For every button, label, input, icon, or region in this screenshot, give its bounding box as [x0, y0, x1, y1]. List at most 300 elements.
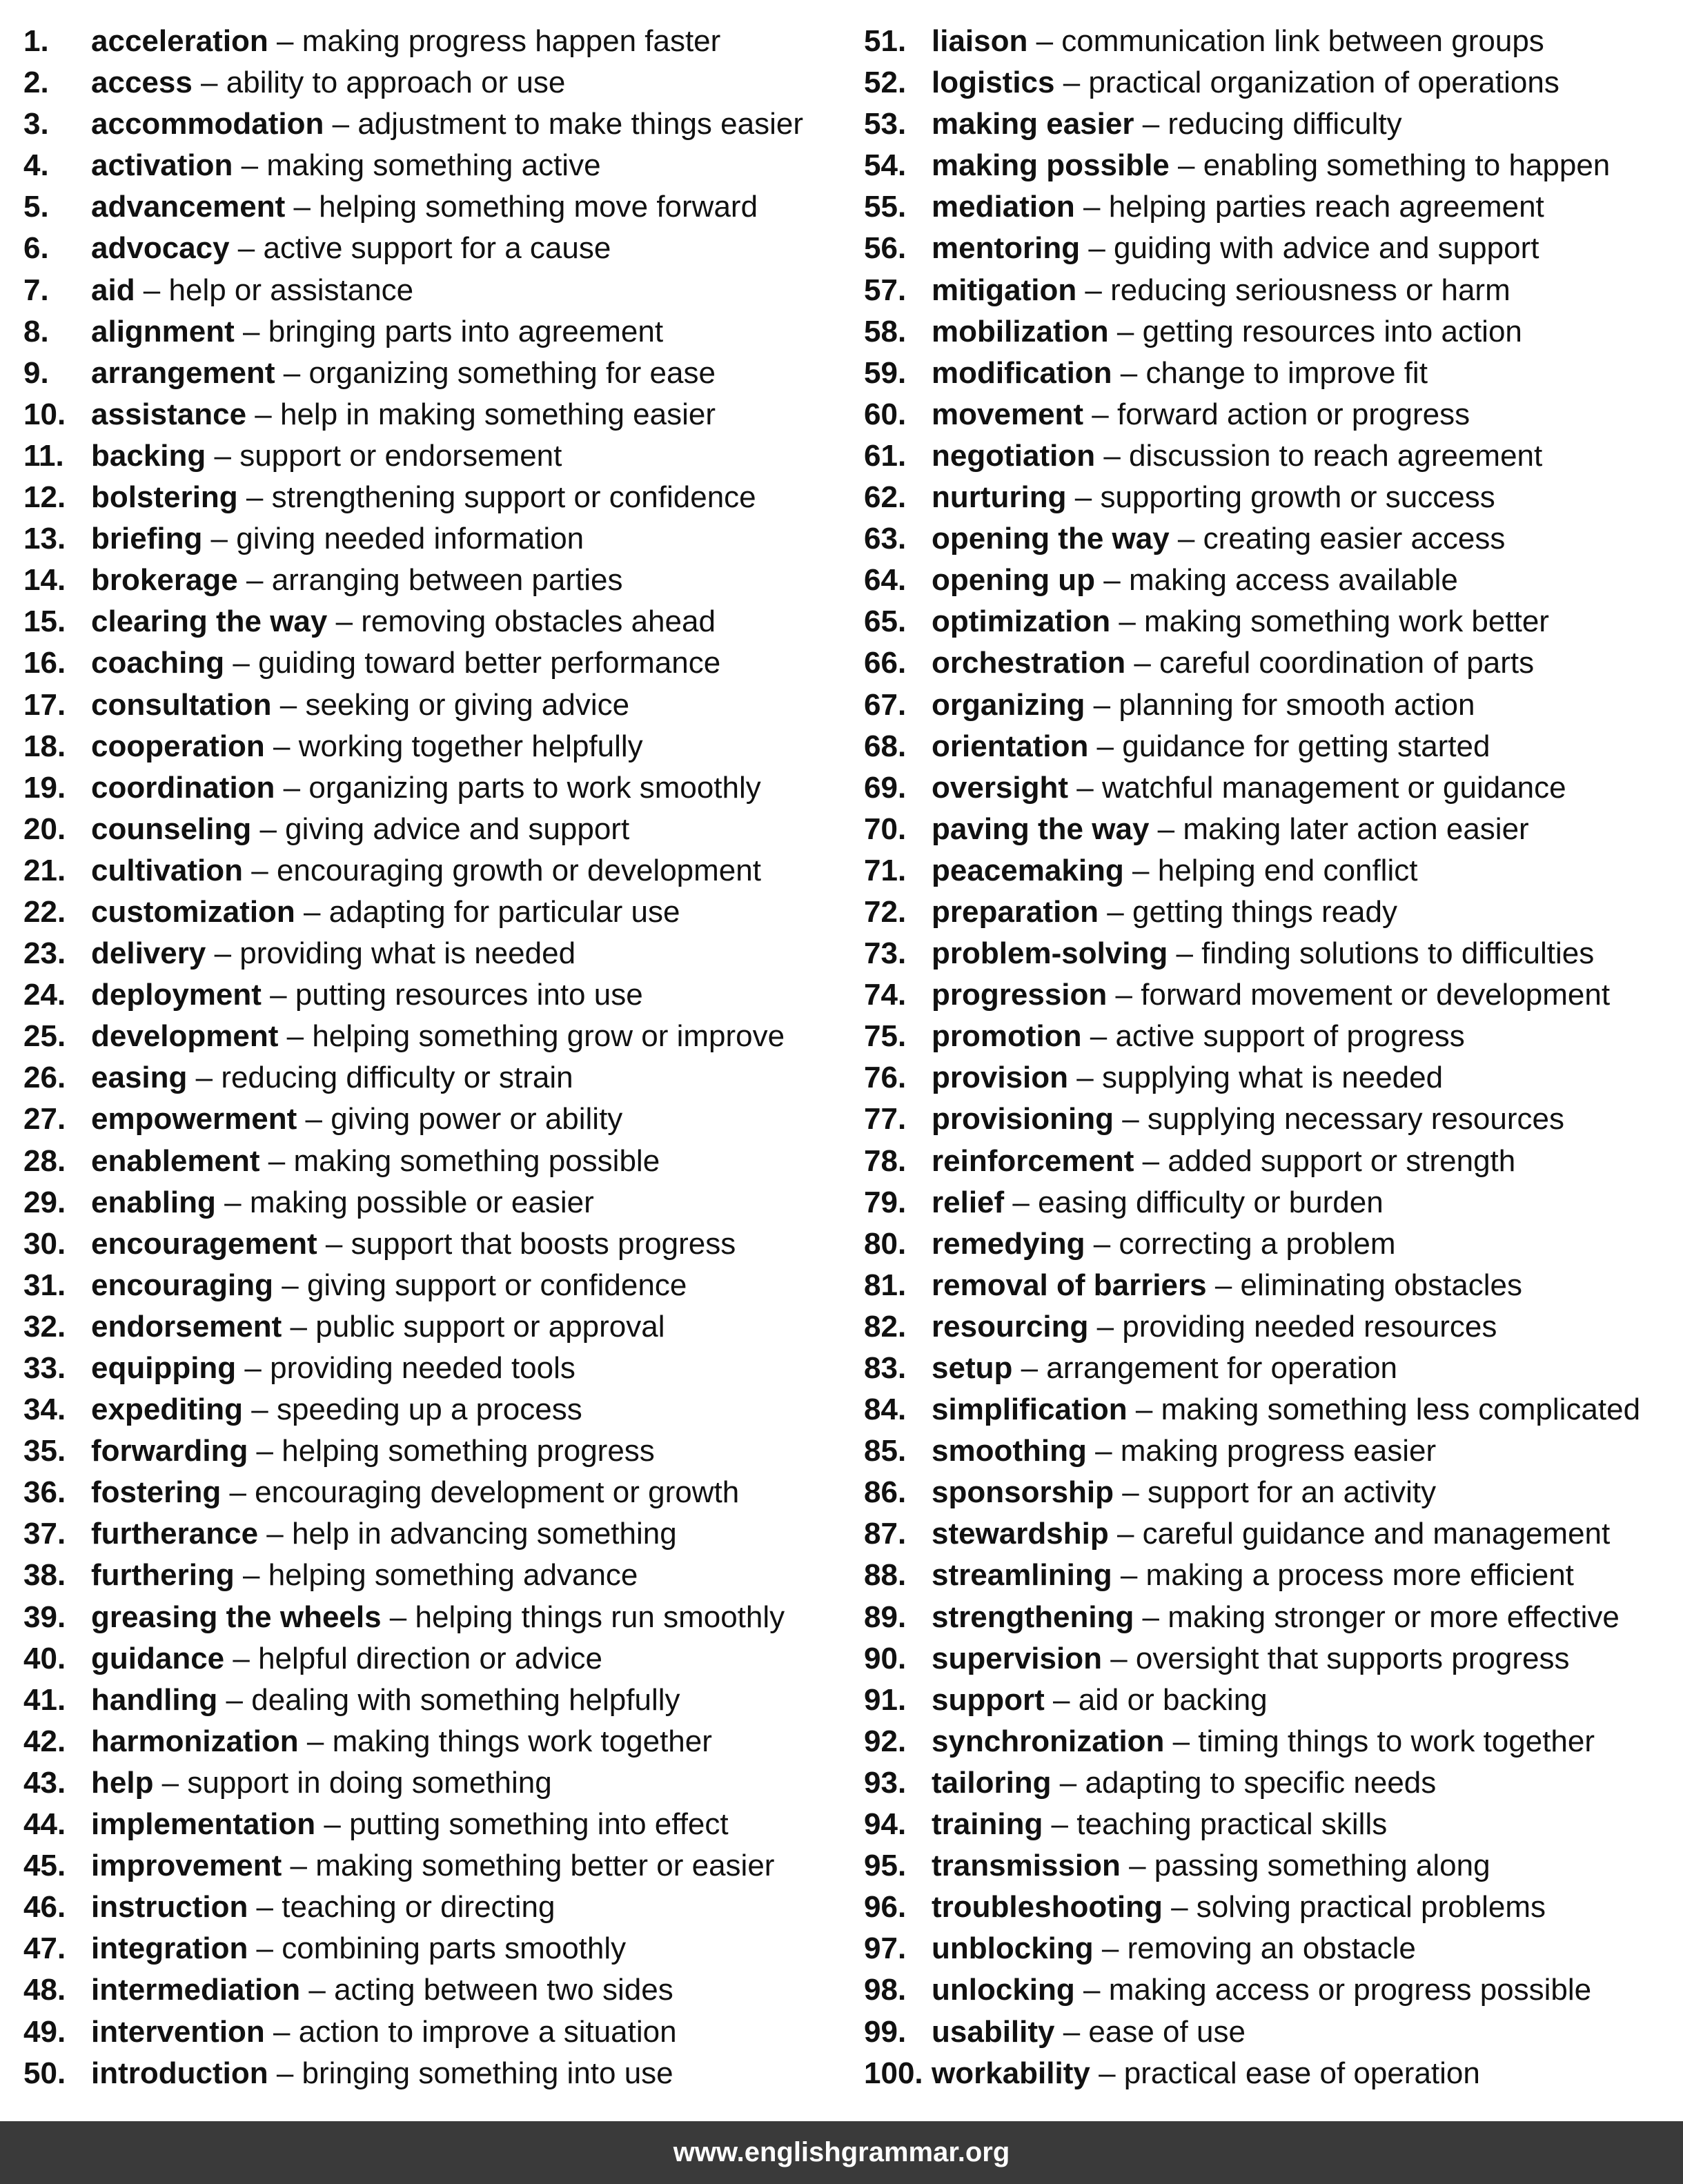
item-number: 21.	[23, 853, 66, 887]
item-definition: adjustment to make things easier	[357, 107, 803, 141]
item-separator: –	[1051, 1765, 1085, 1800]
item-separator: –	[1068, 770, 1102, 805]
item-number: 95.	[864, 1849, 907, 1883]
item-separator: –	[1093, 1931, 1128, 1966]
item-separator: –	[248, 1434, 282, 1468]
item-definition: making access available	[1128, 563, 1458, 598]
item-number: 92.	[864, 1724, 907, 1758]
right-column	[864, 21, 1678, 2094]
item-definition: making something better or easier	[315, 1849, 775, 1883]
list-item	[864, 62, 1678, 104]
item-term: brokerage	[91, 563, 238, 598]
item-term: provisioning	[932, 1102, 1114, 1137]
item-separator: –	[248, 1931, 282, 1966]
list-item	[23, 477, 838, 518]
item-separator: –	[1123, 853, 1158, 887]
item-number: 2.	[23, 66, 49, 100]
item-number: 79.	[864, 1185, 907, 1219]
item-separator: –	[224, 1641, 259, 1675]
item-term: activation	[91, 148, 233, 183]
list-item	[864, 1762, 1678, 1804]
item-definition: making something possible	[293, 1143, 660, 1178]
item-separator: –	[237, 480, 272, 515]
list-item	[864, 726, 1678, 767]
item-separator: –	[264, 2014, 299, 2049]
item-number: 65.	[864, 604, 907, 639]
list-item	[23, 435, 838, 477]
list-item	[23, 1845, 838, 1887]
item-definition: organizing parts to work smoothly	[308, 770, 761, 805]
item-separator: –	[275, 355, 309, 390]
item-number: 46.	[23, 1890, 66, 1925]
item-separator: –	[261, 978, 295, 1012]
list-item	[23, 62, 838, 104]
item-separator: –	[1068, 1061, 1102, 1095]
item-term: implementation	[91, 1807, 316, 1842]
item-definition: support in doing something	[187, 1765, 552, 1800]
item-number: 56.	[864, 231, 907, 266]
item-separator: –	[1120, 1849, 1154, 1883]
item-number: 84.	[864, 1393, 907, 1427]
item-term: harmonization	[91, 1724, 299, 1758]
item-separator: –	[1088, 1309, 1123, 1344]
item-term: advocacy	[91, 231, 230, 266]
list-item	[864, 1016, 1678, 1057]
item-term: synchronization	[932, 1724, 1165, 1758]
item-definition: making something work better	[1144, 604, 1549, 639]
list-item	[864, 1555, 1678, 1596]
item-term: acceleration	[91, 24, 268, 58]
item-term: liaison	[932, 24, 1028, 58]
item-definition: providing needed resources	[1122, 1309, 1497, 1344]
item-separator: –	[236, 1351, 270, 1385]
list-item	[23, 2011, 838, 2053]
list-item	[23, 1969, 838, 2011]
item-number: 70.	[864, 811, 907, 846]
item-number: 43.	[23, 1765, 66, 1800]
list-item	[864, 892, 1678, 933]
item-separator: –	[264, 729, 299, 763]
list-item	[23, 1265, 838, 1306]
item-definition: teaching practical skills	[1076, 1807, 1388, 1842]
item-separator: –	[1206, 1268, 1241, 1302]
item-term: furthering	[91, 1558, 235, 1593]
item-number: 20.	[23, 811, 66, 846]
list-item	[864, 270, 1678, 311]
item-term: encouraging	[91, 1268, 274, 1302]
item-definition: ease of use	[1088, 2014, 1246, 2049]
item-definition: supplying necessary resources	[1147, 1102, 1564, 1137]
list-item	[864, 1099, 1678, 1140]
item-term: mobilization	[932, 314, 1109, 348]
list-item	[23, 1513, 838, 1555]
item-definition: help in advancing something	[292, 1517, 677, 1551]
item-term: integration	[91, 1931, 248, 1966]
item-number: 73.	[864, 936, 907, 971]
item-number: 18.	[23, 729, 66, 763]
item-number: 59.	[864, 355, 907, 390]
list-item	[864, 850, 1678, 892]
item-definition: helping parties reach agreement	[1108, 190, 1544, 224]
item-number: 51.	[864, 24, 907, 58]
item-term: reinforcement	[932, 1143, 1134, 1178]
item-number: 38.	[23, 1558, 66, 1593]
item-definition: making progress happen faster	[302, 24, 721, 58]
item-separator: –	[234, 1558, 268, 1593]
list-item	[23, 2053, 838, 2094]
item-number: 13.	[23, 522, 66, 556]
item-definition: helping something progress	[282, 1434, 655, 1468]
item-definition: combining parts smoothly	[282, 1931, 627, 1966]
item-term: promotion	[932, 1019, 1082, 1054]
list-item	[864, 1223, 1678, 1265]
item-definition: oversight that supports progress	[1135, 1641, 1570, 1675]
item-separator: –	[317, 1226, 351, 1261]
item-separator: –	[298, 1724, 333, 1758]
item-term: stewardship	[932, 1517, 1109, 1551]
list-item	[864, 1306, 1678, 1348]
list-item	[864, 394, 1678, 435]
item-term: cultivation	[91, 853, 244, 887]
item-separator: –	[248, 1890, 282, 1925]
item-number: 15.	[23, 604, 66, 639]
list-item	[23, 145, 838, 186]
item-number: 52.	[864, 66, 907, 100]
item-separator: –	[206, 936, 240, 971]
list-item	[864, 1845, 1678, 1887]
item-number: 80.	[864, 1226, 907, 1261]
item-separator: –	[233, 148, 267, 183]
list-item	[864, 477, 1678, 518]
item-definition: ability to approach or use	[226, 66, 566, 100]
item-separator: –	[295, 894, 329, 929]
item-term: organizing	[932, 687, 1085, 722]
item-separator: –	[1134, 107, 1168, 141]
list-item	[23, 767, 838, 809]
item-number: 14.	[23, 563, 66, 598]
item-separator: –	[1127, 1393, 1161, 1427]
item-definition: forward movement or development	[1141, 978, 1611, 1012]
item-separator: –	[1054, 2014, 1089, 2049]
item-term: enabling	[91, 1185, 216, 1219]
item-number: 22.	[23, 894, 66, 929]
item-definition: making stronger or more effective	[1168, 1600, 1620, 1634]
item-definition: organizing something for ease	[308, 355, 716, 390]
list-item	[23, 1016, 838, 1057]
item-separator: –	[1088, 729, 1123, 763]
item-number: 33.	[23, 1351, 66, 1385]
item-definition: action to improve a situation	[298, 2014, 677, 2049]
item-separator: –	[221, 1475, 255, 1510]
item-separator: –	[381, 1600, 415, 1634]
item-term: nurturing	[932, 480, 1067, 515]
item-term: advancement	[91, 190, 286, 224]
item-number: 7.	[23, 273, 49, 307]
list-item	[23, 974, 838, 1016]
item-term: tailoring	[932, 1765, 1052, 1800]
item-term: mentoring	[932, 231, 1081, 266]
item-separator: –	[271, 687, 306, 722]
list-item	[864, 1969, 1678, 2011]
list-item	[23, 685, 838, 726]
item-definition: giving needed information	[236, 522, 584, 556]
item-definition: help or assistance	[168, 273, 414, 307]
list-item	[23, 1928, 838, 1969]
list-item	[864, 1348, 1678, 1389]
item-term: orientation	[932, 729, 1089, 763]
list-item	[864, 642, 1678, 684]
item-number: 35.	[23, 1434, 66, 1468]
item-definition: giving support or confidence	[306, 1268, 687, 1302]
item-definition: putting resources into use	[295, 978, 643, 1012]
footer-url[interactable]: www.englishgrammar.org	[673, 2137, 1010, 2167]
item-number: 99.	[864, 2014, 907, 2049]
item-definition: passing something along	[1154, 1849, 1490, 1883]
item-term: unlocking	[932, 1973, 1075, 2007]
item-term: counseling	[91, 811, 252, 846]
list-item	[23, 1887, 838, 1928]
item-term: forwarding	[91, 1434, 248, 1468]
item-definition: helping something move forward	[319, 190, 758, 224]
list-item	[23, 518, 838, 560]
item-number: 25.	[23, 1019, 66, 1054]
item-term: opening up	[932, 563, 1096, 598]
item-definition: reducing seriousness or harm	[1110, 273, 1510, 307]
item-definition: planning for smooth action	[1119, 687, 1475, 722]
list-item	[23, 809, 838, 850]
item-term: relief	[932, 1185, 1005, 1219]
item-number: 87.	[864, 1517, 907, 1551]
item-separator: –	[1004, 1185, 1039, 1219]
item-definition: working together helpfully	[298, 729, 643, 763]
item-number: 27.	[23, 1102, 66, 1137]
item-term: help	[91, 1765, 154, 1800]
list-item	[23, 1223, 838, 1265]
item-separator: –	[243, 1393, 277, 1427]
list-item	[864, 767, 1678, 809]
item-definition: bringing parts into agreement	[268, 314, 664, 348]
item-term: deployment	[91, 978, 262, 1012]
item-definition: bringing something into use	[302, 2056, 673, 2090]
item-separator: –	[1134, 1600, 1168, 1634]
item-number: 69.	[864, 770, 907, 805]
item-definition: support or endorsement	[239, 438, 562, 473]
item-term: provision	[932, 1061, 1069, 1095]
item-term: briefing	[91, 522, 203, 556]
item-number: 5.	[23, 190, 49, 224]
item-separator: –	[206, 438, 240, 473]
item-definition: arrangement for operation	[1046, 1351, 1398, 1385]
list-item	[23, 1182, 838, 1223]
list-item	[864, 1265, 1678, 1306]
item-term: transmission	[932, 1849, 1121, 1883]
item-term: mediation	[932, 190, 1075, 224]
item-separator: –	[237, 563, 272, 598]
list-item	[23, 892, 838, 933]
item-term: backing	[91, 438, 206, 473]
item-separator: –	[273, 1268, 307, 1302]
list-item	[23, 850, 838, 892]
item-separator: –	[1107, 978, 1141, 1012]
item-definition: careful coordination of parts	[1159, 646, 1535, 680]
item-definition: finding solutions to difficulties	[1201, 936, 1595, 971]
item-separator: –	[268, 24, 302, 58]
item-definition: strengthening support or confidence	[271, 480, 756, 515]
list-item	[23, 560, 838, 601]
item-number: 71.	[864, 853, 907, 887]
item-term: support	[932, 1682, 1045, 1717]
item-separator: –	[1164, 1724, 1199, 1758]
item-definition: helping something grow or improve	[312, 1019, 785, 1054]
list-item	[864, 933, 1678, 974]
item-term: consultation	[91, 687, 272, 722]
list-item	[864, 1389, 1678, 1430]
item-term: optimization	[932, 604, 1111, 639]
item-number: 88.	[864, 1558, 907, 1593]
item-definition: helping things run smoothly	[415, 1600, 785, 1634]
item-number: 85.	[864, 1434, 907, 1468]
list-item	[23, 104, 838, 145]
item-term: progression	[932, 978, 1108, 1012]
item-number: 12.	[23, 480, 66, 515]
item-term: remedying	[932, 1226, 1085, 1261]
item-separator: –	[1108, 314, 1143, 348]
item-separator: –	[1101, 1641, 1136, 1675]
list-item	[23, 394, 838, 435]
item-term: coordination	[91, 770, 275, 805]
item-term: furtherance	[91, 1517, 259, 1551]
item-number: 74.	[864, 978, 907, 1012]
item-definition: making later action easier	[1183, 811, 1529, 846]
list-item	[23, 933, 838, 974]
item-separator: –	[243, 853, 277, 887]
item-term: bolstering	[91, 480, 238, 515]
item-number: 17.	[23, 687, 66, 722]
list-item	[23, 1762, 838, 1804]
item-number: 47.	[23, 1931, 66, 1966]
item-number: 23.	[23, 936, 66, 971]
item-definition: easing difficulty or burden	[1038, 1185, 1384, 1219]
item-separator: –	[1095, 563, 1129, 598]
item-separator: –	[1012, 1351, 1047, 1385]
item-term: resourcing	[932, 1309, 1089, 1344]
item-definition: support that boosts progress	[351, 1226, 736, 1261]
item-separator: –	[135, 273, 169, 307]
item-definition: watchful management or guidance	[1101, 770, 1566, 805]
item-separator: –	[1169, 522, 1203, 556]
item-definition: dealing with something helpfully	[251, 1682, 680, 1717]
item-number: 91.	[864, 1682, 907, 1717]
footer-bar	[0, 2121, 1683, 2184]
item-separator: –	[1125, 646, 1160, 680]
list-item	[864, 1430, 1678, 1472]
item-separator: –	[285, 190, 319, 224]
item-number: 19.	[23, 770, 66, 805]
list-item	[864, 1721, 1678, 1762]
list-item	[23, 353, 838, 394]
list-item	[23, 228, 838, 269]
item-separator: –	[187, 1061, 222, 1095]
item-term: strengthening	[932, 1600, 1134, 1634]
item-term: sponsorship	[932, 1475, 1114, 1510]
item-definition: putting something into effect	[349, 1807, 729, 1842]
item-separator: –	[268, 2056, 302, 2090]
item-separator: –	[258, 1517, 292, 1551]
item-number: 94.	[864, 1807, 907, 1842]
item-definition: discussion to reach agreement	[1129, 438, 1543, 473]
item-term: workability	[932, 2056, 1090, 2090]
list-item	[864, 560, 1678, 601]
item-separator: –	[278, 1019, 313, 1054]
item-definition: practical organization of operations	[1088, 66, 1559, 100]
item-term: logistics	[932, 66, 1055, 100]
item-number: 63.	[864, 522, 907, 556]
item-definition: adapting to specific needs	[1085, 1765, 1437, 1800]
item-definition: making progress easier	[1120, 1434, 1437, 1468]
list-item	[23, 726, 838, 767]
item-term: negotiation	[932, 438, 1096, 473]
item-number: 90.	[864, 1641, 907, 1675]
item-term: empowerment	[91, 1102, 297, 1137]
item-definition: helpful direction or advice	[258, 1641, 603, 1675]
list-item	[23, 270, 838, 311]
list-item	[864, 1182, 1678, 1223]
item-term: expediting	[91, 1393, 244, 1427]
item-term: delivery	[91, 936, 206, 971]
list-item	[23, 601, 838, 642]
item-separator: –	[234, 314, 268, 348]
item-definition: eliminating obstacles	[1240, 1268, 1522, 1302]
item-separator: –	[1074, 1973, 1109, 2007]
list-item	[23, 1099, 838, 1140]
list-item	[23, 186, 838, 228]
item-term: greasing the wheels	[91, 1600, 382, 1634]
list-item	[864, 1597, 1678, 1638]
item-number: 9.	[23, 355, 49, 390]
item-term: instruction	[91, 1890, 248, 1925]
item-definition: making access or progress possible	[1108, 1973, 1592, 2007]
item-separator: –	[1083, 397, 1117, 431]
item-separator: –	[1086, 1434, 1121, 1468]
item-number: 75.	[864, 1019, 907, 1054]
item-term: streamlining	[932, 1558, 1112, 1593]
list-item	[23, 1430, 838, 1472]
list-item	[23, 1555, 838, 1596]
item-separator: –	[297, 1102, 331, 1137]
item-separator: –	[259, 1143, 294, 1178]
item-term: aid	[91, 273, 135, 307]
item-separator: –	[1043, 1807, 1077, 1842]
item-definition: getting resources into action	[1142, 314, 1522, 348]
list-item	[864, 186, 1678, 228]
item-number: 37.	[23, 1517, 66, 1551]
item-number: 32.	[23, 1309, 66, 1344]
item-number: 96.	[864, 1890, 907, 1925]
item-definition: guiding with advice and support	[1114, 231, 1539, 266]
item-separator: –	[1114, 1102, 1148, 1137]
item-term: unblocking	[932, 1931, 1094, 1966]
item-separator: –	[1027, 24, 1062, 58]
item-separator: –	[1114, 1475, 1148, 1510]
item-separator: –	[315, 1807, 350, 1842]
item-separator: –	[1080, 231, 1114, 266]
list-item	[23, 1348, 838, 1389]
item-definition: providing needed tools	[270, 1351, 575, 1385]
item-number: 41.	[23, 1682, 66, 1717]
item-definition: making things work together	[332, 1724, 712, 1758]
item-number: 62.	[864, 480, 907, 515]
list-item	[864, 1057, 1678, 1099]
